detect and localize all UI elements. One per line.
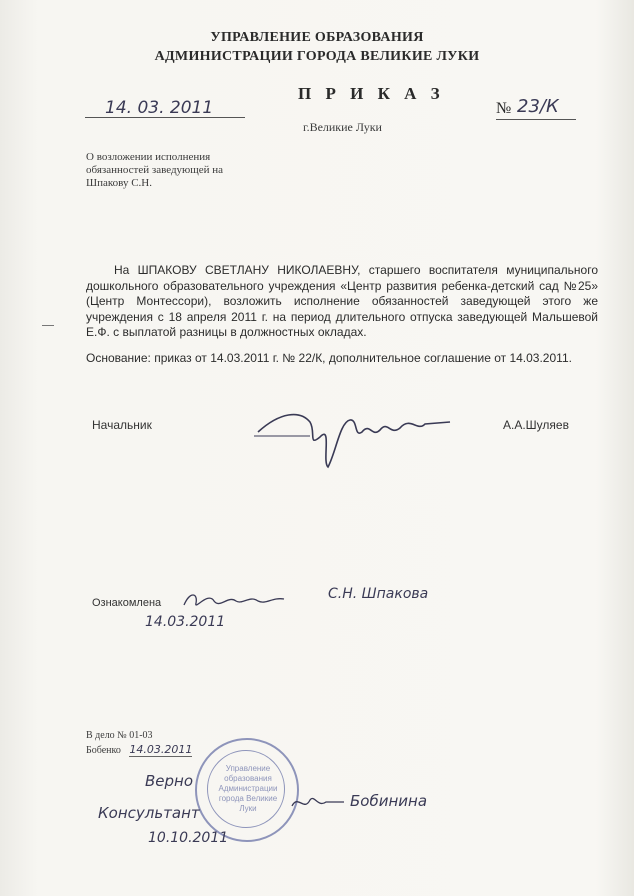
subject-line-2: обязанностей заведующей на (86, 164, 224, 176)
order-title: П Р И К А З (298, 84, 445, 103)
order-city: г.Великие Луки (303, 120, 382, 134)
filing-line-2 (86, 743, 192, 757)
filing-value: 14.03.2011 (129, 743, 193, 756)
filing-label: Бобенко (86, 745, 121, 756)
signer-role: Начальник (92, 418, 152, 432)
stamp-line-2: образования (224, 774, 272, 783)
order-date: 14. 03. 2011 (105, 98, 214, 118)
certified-date: 10.10.2011 (148, 830, 229, 846)
certified-line-1: Верно (145, 772, 194, 790)
stamp-line-4: города Великие Луки (218, 794, 278, 813)
certified-name: Бобинина (350, 792, 428, 810)
header-line-1: УПРАВЛЕНИЕ ОБРАЗОВАНИЯ (210, 30, 424, 45)
body-paragraph-1 (86, 263, 598, 341)
number-line (496, 118, 576, 120)
order-number-prefix: № (496, 100, 512, 117)
order-number: 23/К (517, 96, 559, 117)
subject-line-1: О возложении исполнения (86, 151, 211, 163)
signer-name: А.А.Шуляев (503, 418, 569, 432)
acknowledged-date: 14.03.2011 (145, 614, 226, 630)
stamp-line-1: Управление (225, 764, 271, 773)
stamp-line-3: Администрации (218, 784, 278, 793)
body-paragraph-2: Основание: приказ от 14.03.2011 г. № 22/К, дополнительное соглашение от 14.03.2011. (86, 351, 572, 365)
director-signature (250, 392, 460, 472)
employee-signature (180, 585, 290, 615)
margin-mark (42, 325, 54, 326)
acknowledged-label: Ознакомлена (92, 597, 162, 609)
header-line-2: АДМИНИСТРАЦИИ ГОРОДА ВЕЛИКИЕ ЛУКИ (154, 49, 480, 64)
subject-block (86, 151, 223, 190)
body-text: старшего воспитателя муниципального дошкольного образовательного учреждения «Центр развития ребенка-детский сад №25» (Центр Монтессори), возложить исполнение обязанностей заведующей этого же учреждения с 18 апреля 2011 г. на период длительного отпуска заведующей Мальшевой Е.Ф. с выплатой разницы в должностных окладах. (86, 263, 599, 339)
official-stamp (195, 738, 299, 842)
certified-line-2: Консультант (98, 804, 200, 822)
body-lead: На ШПАКОВУ СВЕТЛАНУ НИКОЛАЕВНУ, (114, 263, 361, 277)
subject-line-3: Шпакову С.Н. (86, 177, 152, 189)
acknowledged-name: С.Н. Шпакова (328, 586, 429, 602)
filing-line-1: В дело № 01-03 (86, 730, 153, 741)
certifier-signature (288, 790, 348, 816)
